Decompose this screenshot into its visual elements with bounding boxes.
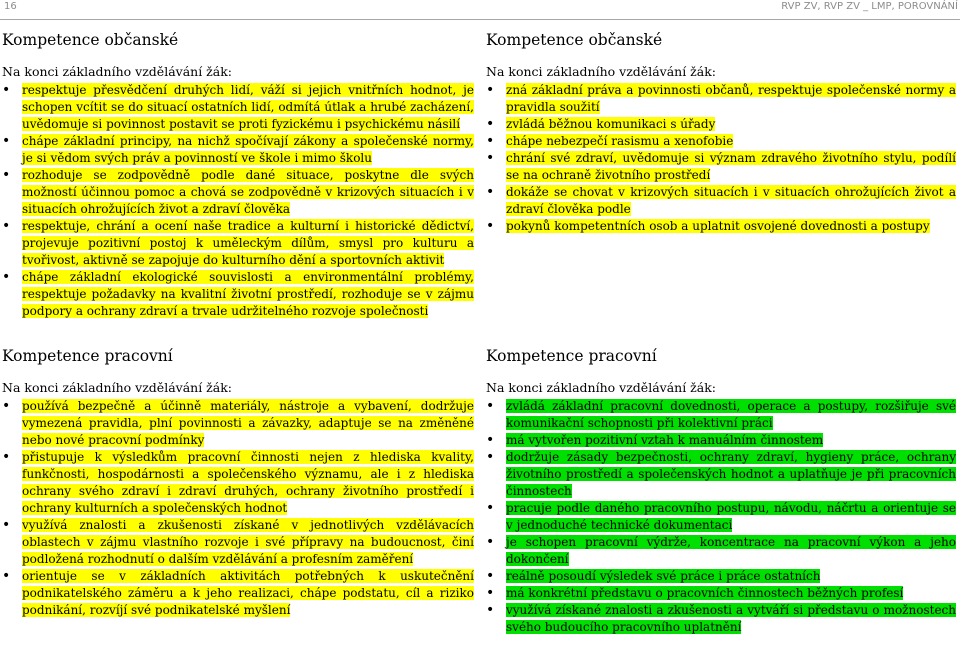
left-work-section <box>2 346 474 619</box>
item-text: orientuje se v základních aktivitách potřebných k uskutečnění podnikatelského záměru a k jeho realizaci, chápe podstatu, cíl a riziko podnikání, rozvíjí své podnikatelské myšlení <box>22 569 474 617</box>
item-text: chrání své zdraví, uvědomuje si význam zdravého životního stylu, podílí se na ochraně životního prostředí <box>506 151 956 182</box>
list-item <box>2 167 474 218</box>
item-text: pokynů kompetentních osob a uplatnit osvojené dovednosti a postupy <box>506 219 930 233</box>
item-text: chápe základní principy, na nichž spočívají zákony a společenské normy, je si vědom svých práv a povinností ve škole i mimo školu <box>22 134 474 165</box>
list-item <box>2 133 474 167</box>
competence-list <box>2 82 474 320</box>
section-subtitle: Na konci základního vzdělávání žák: <box>486 64 717 79</box>
list-item <box>486 184 956 218</box>
item-text: zvládá základní pracovní dovednosti, operace a postupy, rozšiřuje své komunikační schopnosti při kolektivní práci <box>506 399 956 430</box>
list-item <box>486 585 956 602</box>
page-header <box>0 0 960 22</box>
item-text: je schopen pracovní výdrže, koncentrace na pracovní výkon a jeho dokončení <box>506 535 956 566</box>
list-item <box>2 449 474 517</box>
list-item <box>2 568 474 619</box>
list-item <box>486 449 956 500</box>
item-text: používá bezpečně a účinně materiály, nástroje a vybavení, dodržuje vymezená pravidla, plní povinnosti a závazky, adaptuje se na změněné nebo nové pracovní podmínky <box>22 399 474 447</box>
competence-list <box>2 398 474 619</box>
page-number: 16 <box>4 1 17 12</box>
list-item <box>486 534 956 568</box>
section-subtitle: Na konci základního vzdělávání žák: <box>2 64 233 79</box>
running-title: RVP ZV, RVP ZV _ LMP, POROVNÁNÍ <box>781 1 958 12</box>
item-text: chápe nebezpečí rasismu a xenofobie <box>506 134 734 148</box>
item-text: zná základní práva a povinnosti občanů, respektuje společenské normy a pravidla soužití <box>506 83 956 114</box>
item-text: má vytvořen pozitivní vztah k manuálním činnostem <box>506 433 824 447</box>
list-item <box>486 432 956 449</box>
item-text: má konkrétní představu o pracovních činnostech běžných profesí <box>506 586 904 600</box>
item-text: dodržuje zásady bezpečnosti, ochrany zdraví, hygieny práce, ochrany životního prostředí a společenských hodnot a uplatňuje je při pracovních činnostech <box>506 450 956 498</box>
list-item <box>2 269 474 320</box>
list-item <box>2 517 474 568</box>
section-title: Kompetence občanské <box>486 31 663 49</box>
item-text: reálně posoudí výsledek své práce i práce ostatních <box>506 569 821 583</box>
list-item <box>486 116 956 133</box>
list-item <box>486 500 956 534</box>
item-text: pracuje podle daného pracovního postupu, návodu, náčrtu a orientuje se v jednoduché technické dokumentaci <box>506 501 956 532</box>
item-text: využívá získané znalosti a zkušenosti a vytváří si představu o možnostech svého budoucího pracovního uplatnění <box>506 603 956 634</box>
section-title: Kompetence pracovní <box>486 347 657 365</box>
list-item <box>2 82 474 133</box>
list-item <box>486 398 956 432</box>
left-civic-section <box>2 30 474 320</box>
item-text: přistupuje k výsledkům pracovní činnosti nejen z hlediska kvality, funkčnosti, hospodárnosti a společenského významu, ale i z hlediska ochrany svého zdraví i zdraví druhých, ochrany životního prostředí i ochrany kulturních a společenských hodnot <box>22 450 474 515</box>
list-item <box>486 133 956 150</box>
list-item <box>486 150 956 184</box>
item-text: respektuje přesvědčení druhých lidí, váží si jejich vnitřních hodnot, je schopen vcítit se do situací ostatních lidí, odmítá útlak a hrubé zacházení, uvědomuje si povinnost postavit se proti fyzickému i psychickému násilí <box>22 83 474 131</box>
header-rule <box>0 19 960 20</box>
section-title: Kompetence občanské <box>2 31 179 49</box>
list-item <box>486 568 956 585</box>
list-item <box>2 398 474 449</box>
list-item <box>486 82 956 116</box>
list-item <box>486 602 956 636</box>
section-subtitle: Na konci základního vzdělávání žák: <box>2 380 233 395</box>
item-text: rozhoduje se zodpovědně podle dané situace, poskytne dle svých možností účinnou pomoc a chová se zodpovědně v krizových situacích i v situacích ohrožujících život a zdraví člověka <box>22 168 474 216</box>
right-civic-section <box>486 30 956 235</box>
right-work-section <box>486 346 956 636</box>
competence-list <box>486 398 956 636</box>
section-title: Kompetence pracovní <box>2 347 173 365</box>
item-text: využívá znalosti a zkušenosti získané v jednotlivých vzdělávacích oblastech v zájmu vlastního rozvoje i své přípravy na budoucnost, činí podložená rozhodnutí o dalším vzdělávání a profesním zaměření <box>22 518 474 566</box>
list-item <box>2 218 474 269</box>
list-item <box>486 218 956 235</box>
item-text: dokáže se chovat v krizových situacích i v situacích ohrožujících život a zdraví člověka podle <box>506 185 956 216</box>
section-subtitle: Na konci základního vzdělávání žák: <box>486 380 717 395</box>
item-text: respektuje, chrání a ocení naše tradice a kulturní i historické dědictví, projevuje pozitivní postoj k uměleckým dílům, smysl pro kulturu a tvořivost, aktivně se zapojuje do kulturního dění a sportovních aktivit <box>22 219 474 267</box>
item-text: chápe základní ekologické souvislosti a environmentální problémy, respektuje požadavky na kvalitní životní prostředí, rozhoduje se v zájmu podpory a ochrany zdraví a trvale udržitelného rozvoje společnosti <box>22 270 474 318</box>
competence-list <box>486 82 956 235</box>
item-text: zvládá běžnou komunikaci s úřady <box>506 117 716 131</box>
